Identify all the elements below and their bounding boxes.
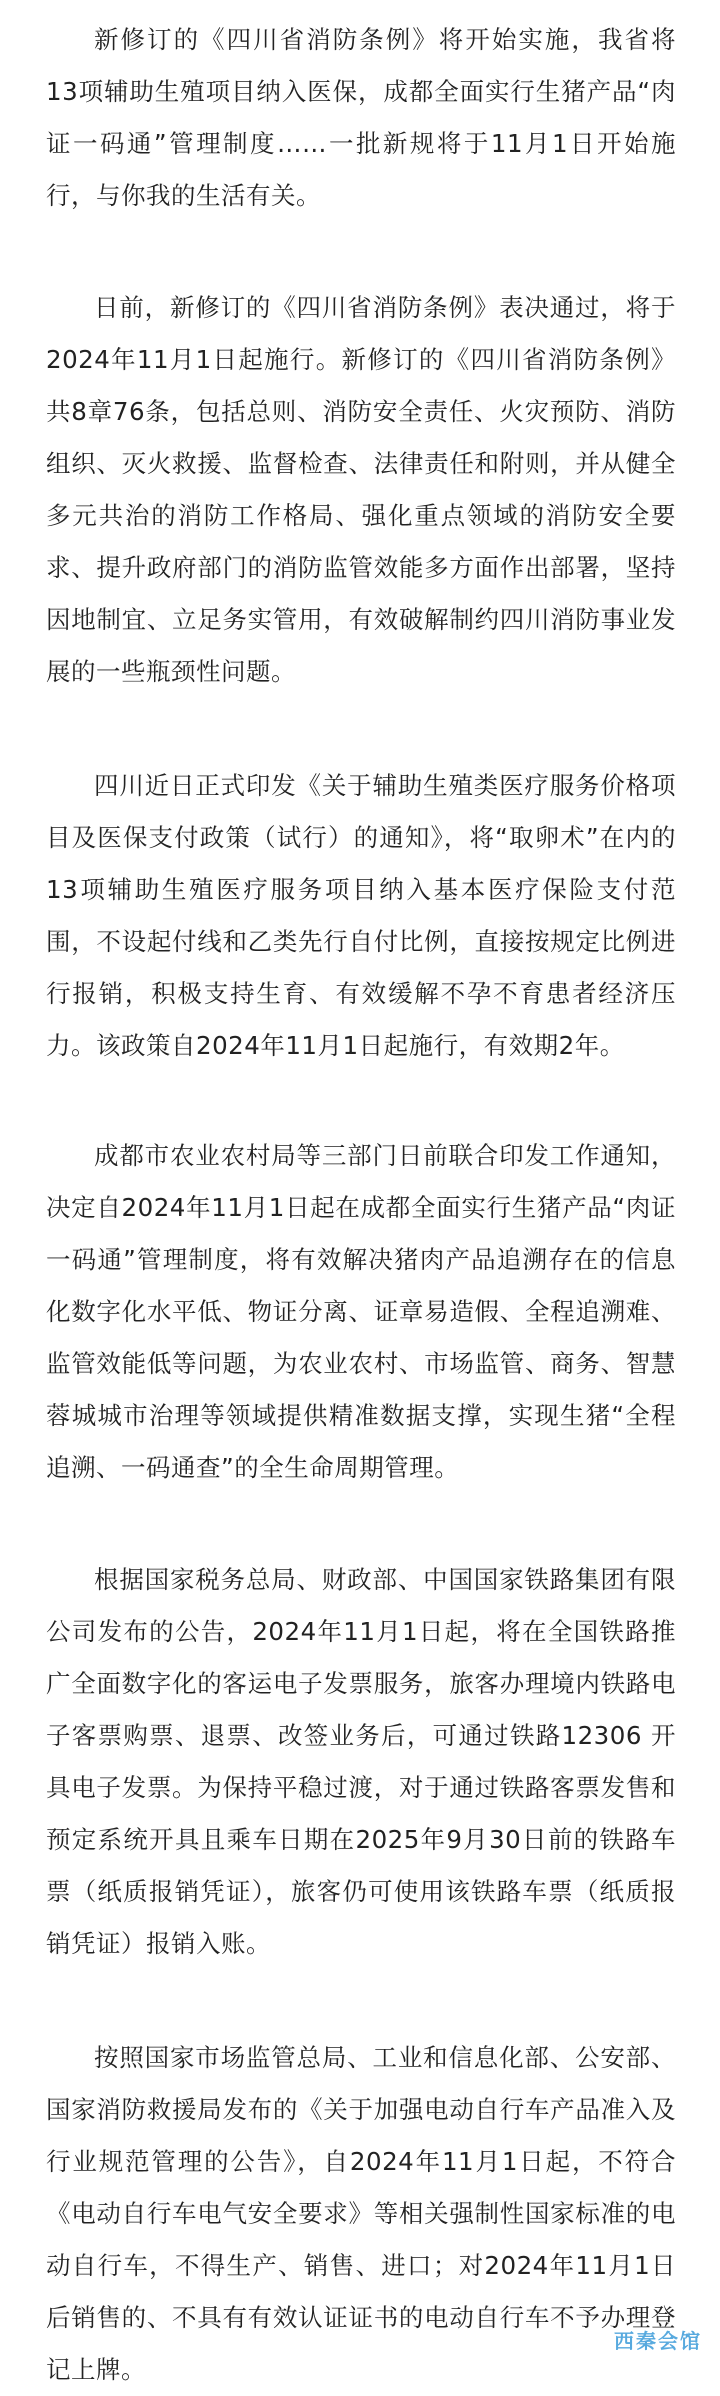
watermark-logo: 西秦会馆 [614,2329,702,2353]
paragraph-intro: 新修订的《四川省消防条例》将开始实施，我省将13项辅助生殖项目纳入医保，成都全面实行生猪产品“肉证一码通”管理制度……一批新规将于11月1日开始施行，与你我的生活有关。 [46,25,676,210]
paragraph-fire-regulation: 日前，新修订的《四川省消防条例》表决通过，将于2024年11月1日起施行。新修订的《四川省消防条例》共8章76条，包括总则、消防安全责任、火灾预防、消防组织、灭火救援、监督检查、法律责任和附则，并从健全多元共治的消防工作格局、强化重点领域的消防安全要求、提升政府部门的消防监管效能多方面作出部署，坚持因地制宜、立足务实管用，有效破解制约四川消防事业发展的一些瓶颈性问题。 [46,293,676,686]
paragraph-railway-invoice: 根据国家税务总局、财政部、中国国家铁路集团有限公司发布的公告，2024年11月1日起，将在全国铁路推广全面数字化的客运电子发票服务，旅客办理境内铁路电子客票购票、退票、改签业务后，可通过铁路12306 开具电子发票。为保持平稳过渡，对于通过铁路客票发售和预定系统开具且乘车日期在2025年9月30日前的铁路车票（纸质报销凭证），旅客仍可使用该铁路车票（纸质报销凭证）报销入账。 [46,1565,676,1958]
paragraph-pork-traceability: 成都市农业农村局等三部门日前联合印发工作通知，决定自2024年11月1日起在成都全面实行生猪产品“肉证一码通”管理制度，将有效解决猪肉产品追溯存在的信息化数字化水平低、物证分离、证章易造假、全程追溯难、监管效能低等问题，为农业农村、市场监管、商务、智慧蓉城城市治理等领域提供精准数据支撑，实现生猪“全程追溯、一码通查”的全生命周期管理。 [46,1141,676,1482]
paragraph-assisted-reproduction: 四川近日正式印发《关于辅助生殖类医疗服务价格项目及医保支付政策（试行）的通知》，将“取卵术”在内的13项辅助生殖医疗服务项目纳入基本医疗保险支付范围，不设起付线和乙类先行自付比例，直接按规定比例进行报销，积极支持生育、有效缓解不孕不育患者经济压力。该政策自2024年11月1日起施行，有效期2年。 [46,771,676,1060]
paragraph-ebike-standards: 按照国家市场监管总局、工业和信息化部、公安部、国家消防救援局发布的《关于加强电动自行车产品准入及行业规范管理的公告》，自2024年11月1日起，不符合《电动自行车电气安全要求》等相关强制性国家标准的电动自行车，不得生产、销售、进口；对2024年11月1日后销售的、不具有有效认证证书的电动自行车不予办理登记上牌。 [46,2043,676,2384]
